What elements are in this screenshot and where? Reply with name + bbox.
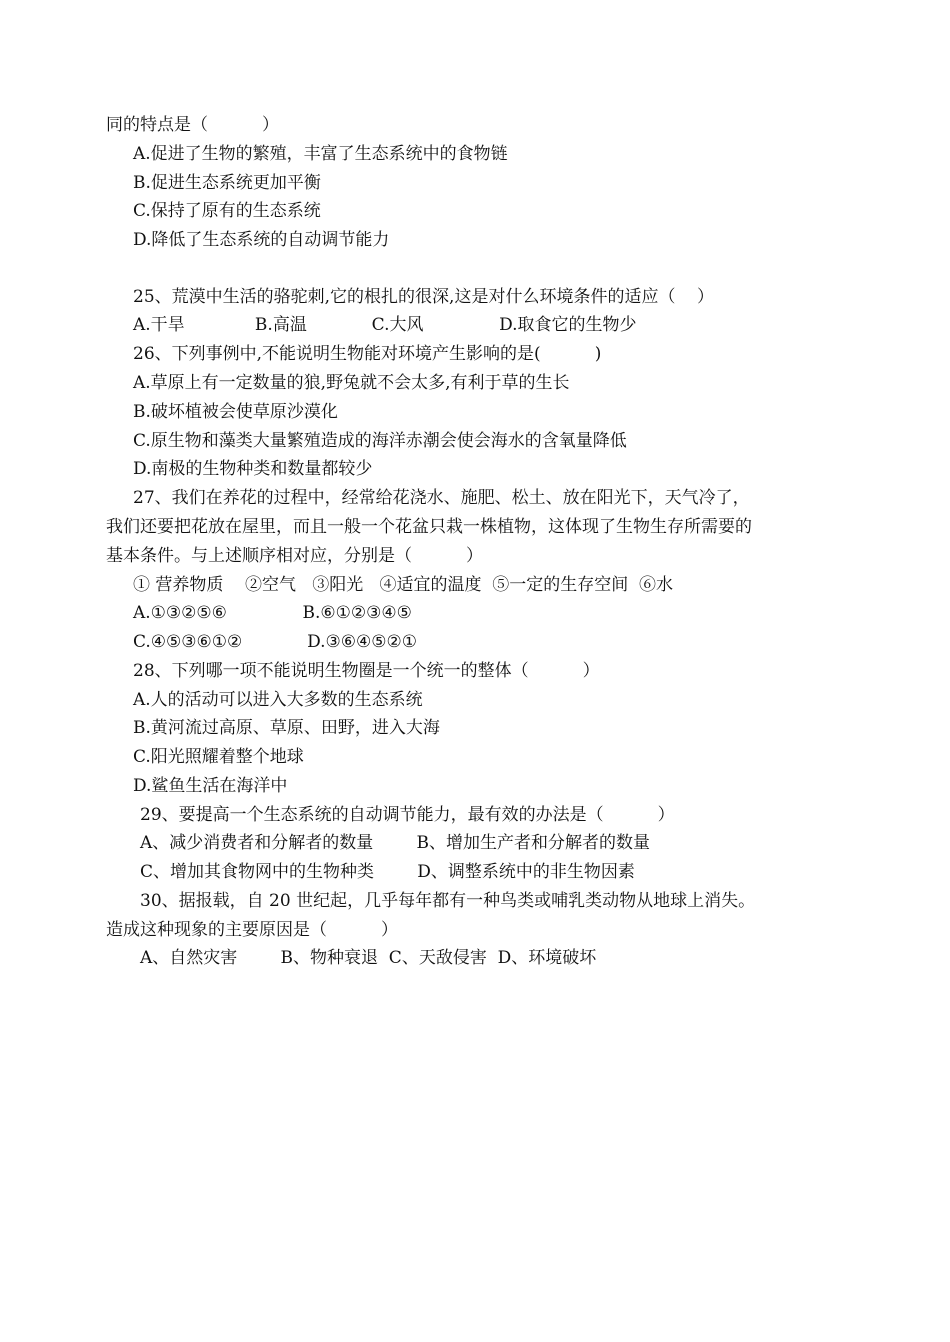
q25-stem: 25、荒漠中生活的骆驼刺,它的根扎的很深,这是对什么环境条件的适应（ ） — [133, 287, 715, 307]
q30-stem-line2: 造成这种现象的主要原因是（ ） — [106, 920, 399, 940]
q24-option-d: D.降低了生态系统的自动调节能力 — [133, 230, 390, 250]
q27-stem-line1: 27、我们在养花的过程中，经常给花浇水、施肥、松土、放在阳光下，天气冷了， — [133, 488, 750, 508]
q28-option-b: B.黄河流过高原、草原、田野，进入大海 — [133, 718, 440, 738]
q29-stem: 29、要提高一个生态系统的自动调节能力，最有效的办法是（ ） — [140, 805, 675, 825]
q28-option-d: D.鲨鱼生活在海洋中 — [133, 776, 288, 796]
q26-option-a: A.草原上有一定数量的狼,野兔就不会太多,有利于草的生长 — [133, 373, 570, 393]
q27-items: ① 营养物质 ②空气 ③阳光 ④适宜的温度 ⑤一定的生存空间 ⑥水 — [133, 575, 674, 595]
q26-option-c: C.原生物和藻类大量繁殖造成的海洋赤潮会使会海水的含氧量降低 — [133, 431, 627, 451]
q27-options-cd: C.④⑤③⑥①② D.③⑥④⑤②① — [133, 632, 417, 652]
q28-option-a: A.人的活动可以进入大多数的生态系统 — [133, 690, 423, 710]
q28-option-c: C.阳光照耀着整个地球 — [133, 747, 304, 767]
q24-option-a: A.促进了生物的繁殖，丰富了生态系统中的食物链 — [133, 144, 508, 164]
q28-stem: 28、下列哪一项不能说明生物圈是一个统一的整体（ ） — [133, 661, 600, 681]
q24-stem-cont: 同的特点是（ ） — [106, 115, 280, 135]
q26-option-d: D.南极的生物种类和数量都较少 — [133, 459, 373, 479]
q25-options: A.干旱 B.高温 C.大风 D.取食它的生物少 — [133, 315, 637, 335]
q24-option-c: C.保持了原有的生态系统 — [133, 201, 321, 221]
q27-options-ab: A.①③②⑤⑥ B.⑥①②③④⑤ — [133, 603, 412, 623]
q24-option-b: B.促进生态系统更加平衡 — [133, 173, 321, 193]
q29-options-ab: A、减少消费者和分解者的数量 B、增加生产者和分解者的数量 — [140, 833, 650, 853]
q29-options-cd: C、增加其食物网中的生物种类 D、调整系统中的非生物因素 — [140, 862, 635, 882]
q30-stem-line1: 30、据报载，自 20 世纪起，几乎每年都有一种鸟类或哺乳类动物从地球上消失。 — [140, 891, 756, 911]
q26-option-b: B.破坏植被会使草原沙漠化 — [133, 402, 338, 422]
q27-stem-line2: 我们还要把花放在屋里，而且一般一个花盆只栽一株植物，这体现了生物生存所需要的 — [106, 517, 752, 537]
q30-options: A、自然灾害 B、物种衰退 C、天敌侵害 D、环境破坏 — [140, 948, 597, 968]
q26-stem: 26、下列事例中,不能说明生物能对环境产生影响的是( ) — [133, 344, 602, 364]
q27-stem-line3: 基本条件。与上述顺序相对应，分别是（ ） — [106, 546, 484, 566]
